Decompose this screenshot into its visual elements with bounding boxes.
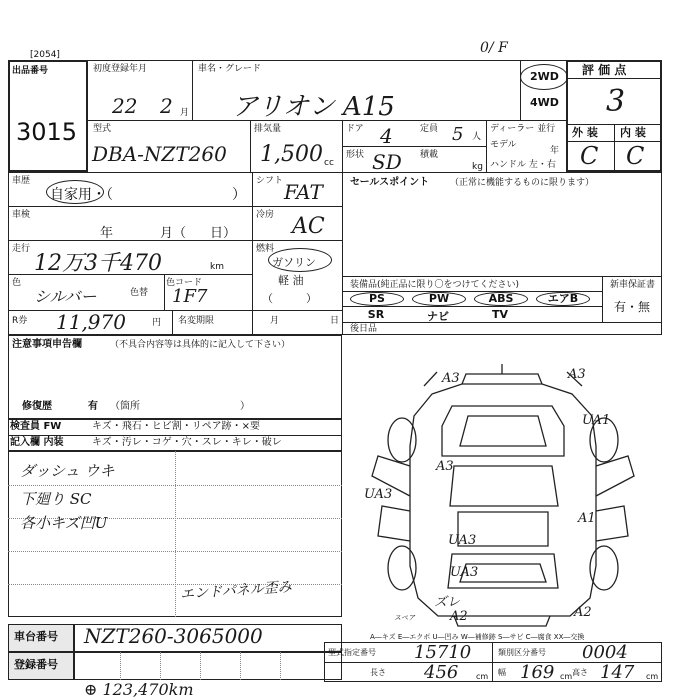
divider [8, 206, 342, 207]
equipment-item: ナビ [427, 310, 449, 323]
diagram-mark: UA3 [450, 565, 479, 580]
fuel-paren: （ ） [262, 292, 317, 305]
color-change-label: 色替 [130, 288, 149, 298]
model-label: 型式 [93, 124, 112, 134]
car-name-label: 車名・グレード [198, 64, 262, 74]
warranty-label: 新車保証書 [610, 280, 656, 290]
shape-label: 形状 [346, 150, 365, 160]
aircon-label: 冷房 [256, 210, 275, 220]
diagram-mark: UA1 [582, 413, 611, 428]
car-damage-diagram [342, 336, 662, 628]
registration-month: 2 [160, 94, 173, 118]
model-year-unit: 年 [550, 146, 560, 156]
aircon-value: AC [292, 214, 325, 239]
divider [172, 310, 173, 335]
repair-label: 修復歴 [22, 401, 52, 412]
diagram-mark: UA3 [364, 487, 393, 502]
diagram-mark: A2 [574, 605, 592, 620]
capacity-value: 5 [452, 124, 464, 145]
displacement-unit: cc [324, 158, 334, 168]
model-value: DBA-NZT260 [92, 142, 227, 166]
length-unit: cm [476, 672, 489, 681]
fuel-diesel: 軽 油 [278, 274, 304, 287]
diagram-mark: A2 [450, 609, 468, 624]
grid-col [120, 652, 121, 680]
diagram-mark: A3 [436, 459, 454, 474]
exterior-grade: C [580, 142, 599, 170]
handwritten-note-1: ダッシュ ウキ [20, 462, 115, 480]
grid-col [240, 652, 241, 680]
diagram-mark: ズレ [434, 595, 461, 610]
reg-label: 登録番号 [14, 658, 58, 671]
legend-row1-label: 検査員 FW [10, 421, 62, 432]
divider [342, 146, 486, 147]
top-mark: 0/ F [480, 40, 508, 56]
divider [8, 240, 342, 241]
reg-value-box [74, 652, 342, 680]
shape-value: SD [372, 150, 402, 174]
capacity-label: 定員 [420, 124, 439, 134]
length-label: 長さ [370, 668, 386, 677]
model-designation: 15710 [414, 642, 472, 663]
divider [8, 435, 342, 436]
diagram-mark: UA3 [448, 533, 477, 548]
divider [602, 276, 603, 322]
history-circle [46, 180, 104, 204]
odo-note: ⊕ 123,470km [84, 680, 194, 699]
mileage-value: 12万3千470 [34, 251, 162, 276]
exterior-label: 外 装 [572, 126, 598, 139]
mileage-unit: km [210, 262, 224, 272]
warranty-value: 有・無 [614, 300, 651, 314]
handwritten-note-4: エンドパネル歪み [179, 579, 293, 603]
shift-value: FAT [284, 180, 323, 204]
color-value: シルバー [34, 287, 97, 306]
load-label: 積載 [420, 150, 439, 160]
deadline-label: 名変期限 [178, 316, 215, 326]
inspection-year-unit: 年 [100, 226, 114, 241]
notes-label: 注意事項申告欄 [12, 339, 82, 350]
grid-row [8, 584, 342, 585]
displacement-value: 1,500 [260, 142, 323, 167]
capacity-unit: 人 [472, 132, 482, 142]
shift-label: シフト [256, 176, 284, 186]
recycle-label: R券 [12, 316, 28, 326]
arrival-label: 後日品 [350, 324, 378, 334]
mileage-label: 走行 [12, 244, 31, 254]
divider [342, 172, 343, 335]
inspection-day-unit: 日） [210, 226, 237, 241]
lot-label: 出品番号 [12, 66, 49, 76]
color-code-label: 色コード [166, 278, 203, 288]
car-name-value: アリオン A15 [232, 92, 395, 122]
equipment-label: 装備品(純正品に限り〇をつけてください) [350, 280, 520, 290]
handwritten-note-3: 各小キズ凹U [20, 514, 108, 532]
lot-box [8, 60, 88, 172]
diagram-mark: A1 [578, 511, 596, 526]
notes-sub: （不具合内容等は具体的に記入して下さい） [110, 340, 291, 350]
registration-label: 初度登録年月 [93, 64, 148, 74]
chassis-value-box [74, 624, 342, 652]
drive-4wd: 4WD [530, 96, 559, 109]
legend-row2-label: 記入欄 内装 [10, 437, 64, 448]
rating-value: 3 [606, 84, 626, 119]
height: 147 [600, 662, 635, 683]
fuel-label: 燃料 [256, 244, 275, 254]
divider [342, 276, 662, 277]
model-year-label: モデル [490, 140, 517, 150]
displacement-label: 排気量 [254, 124, 282, 134]
equipment-item: TV [491, 308, 509, 321]
deadline-month-unit: 月 [270, 316, 280, 326]
divider [8, 274, 252, 275]
equipment-item: SR [367, 308, 385, 321]
registration-month-unit: 月 [180, 108, 190, 118]
divider [520, 60, 521, 120]
width-unit: cm [560, 672, 573, 681]
divider [342, 306, 602, 307]
length: 456 [424, 662, 459, 683]
equipment-item: PW [412, 292, 466, 306]
inspection-label: 車検 [12, 210, 31, 220]
color-code-value: 1F7 [172, 286, 208, 307]
doors-label: ドア [346, 124, 364, 134]
grid-col [160, 652, 161, 680]
damage-legend: A―キズ E―エクボ U―凹み W―補修跡 S―サビ C―腐食 XX―交換 [370, 633, 585, 641]
grid-col [280, 652, 281, 680]
diagram-small: スペア [394, 614, 415, 622]
deadline-day-unit: 日 [330, 316, 340, 326]
color-label: 色 [12, 278, 22, 288]
grid-row [8, 485, 342, 486]
recycle-unit: 円 [152, 318, 162, 328]
chassis-label: 車台番号 [14, 630, 58, 643]
fuel-gasoline-circle [268, 248, 332, 272]
model-designation-label: 型式指定番号 [328, 648, 376, 657]
history-paren-close: ） [232, 187, 246, 203]
history-label: 車歴 [12, 176, 31, 186]
doors-value: 4 [380, 124, 393, 148]
grid-col [175, 451, 176, 617]
divider [88, 120, 566, 121]
interior-grade: C [626, 142, 645, 170]
drive-2wd: 2WD [530, 70, 559, 83]
divider [8, 172, 662, 173]
equipment-item: PS [350, 292, 404, 306]
height-label: 高さ [572, 668, 588, 677]
divider [492, 642, 493, 682]
dealer-label: ディーラー 並行 [490, 124, 556, 134]
diagram-mark: A3 [442, 371, 460, 386]
inspection-month-unit: 月（ [160, 226, 187, 241]
repair-part-label: （箇所 [110, 401, 140, 412]
repair-close: ） [240, 401, 250, 412]
load-unit: kg [472, 162, 483, 172]
chassis-value: NZT260-3065000 [84, 624, 263, 648]
handle-label: ハンドル 左・右 [490, 160, 556, 170]
divider [342, 322, 662, 323]
interior-label: 内 装 [620, 126, 646, 139]
selling-points-note: （正常に機能するものに限ります） [450, 178, 595, 188]
equipment-item: ABS [474, 292, 528, 306]
equipment-item: エアB [536, 292, 590, 306]
lot-number: 3015 [16, 118, 78, 146]
grid-col [200, 652, 201, 680]
legend-row1-items: キズ・飛石・ヒビ割・リペア跡・×要 [92, 421, 260, 432]
drive-2wd-circle [520, 64, 568, 90]
grid-row [8, 551, 342, 552]
selling-points-label: セールスポイント [350, 177, 430, 188]
divider [486, 120, 487, 172]
width: 169 [520, 662, 555, 683]
handwritten-note-2: 下廻り SC [20, 490, 92, 508]
fuel-gasoline: ガソリン [272, 256, 316, 269]
height-unit: cm [646, 672, 659, 681]
divider [250, 120, 251, 172]
divider [192, 60, 193, 120]
doc-code: [2054] [30, 50, 60, 60]
divider [566, 78, 662, 79]
history-value: 自家用・（ [50, 187, 113, 203]
divider [614, 124, 615, 172]
repair-value: 有 [88, 401, 98, 412]
category: 0004 [582, 642, 628, 663]
legend-row2-items: キズ・汚レ・コゲ・穴・スレ・キレ・破レ [92, 437, 282, 448]
category-label: 類別区分番号 [498, 648, 546, 657]
diagram-mark: A3 [568, 367, 586, 382]
registration-year: 22 [112, 94, 138, 118]
rating-label: 評 価 点 [582, 63, 627, 77]
recycle-value: 11,970 [56, 310, 126, 334]
width-label: 幅 [498, 668, 506, 677]
divider [164, 274, 165, 310]
